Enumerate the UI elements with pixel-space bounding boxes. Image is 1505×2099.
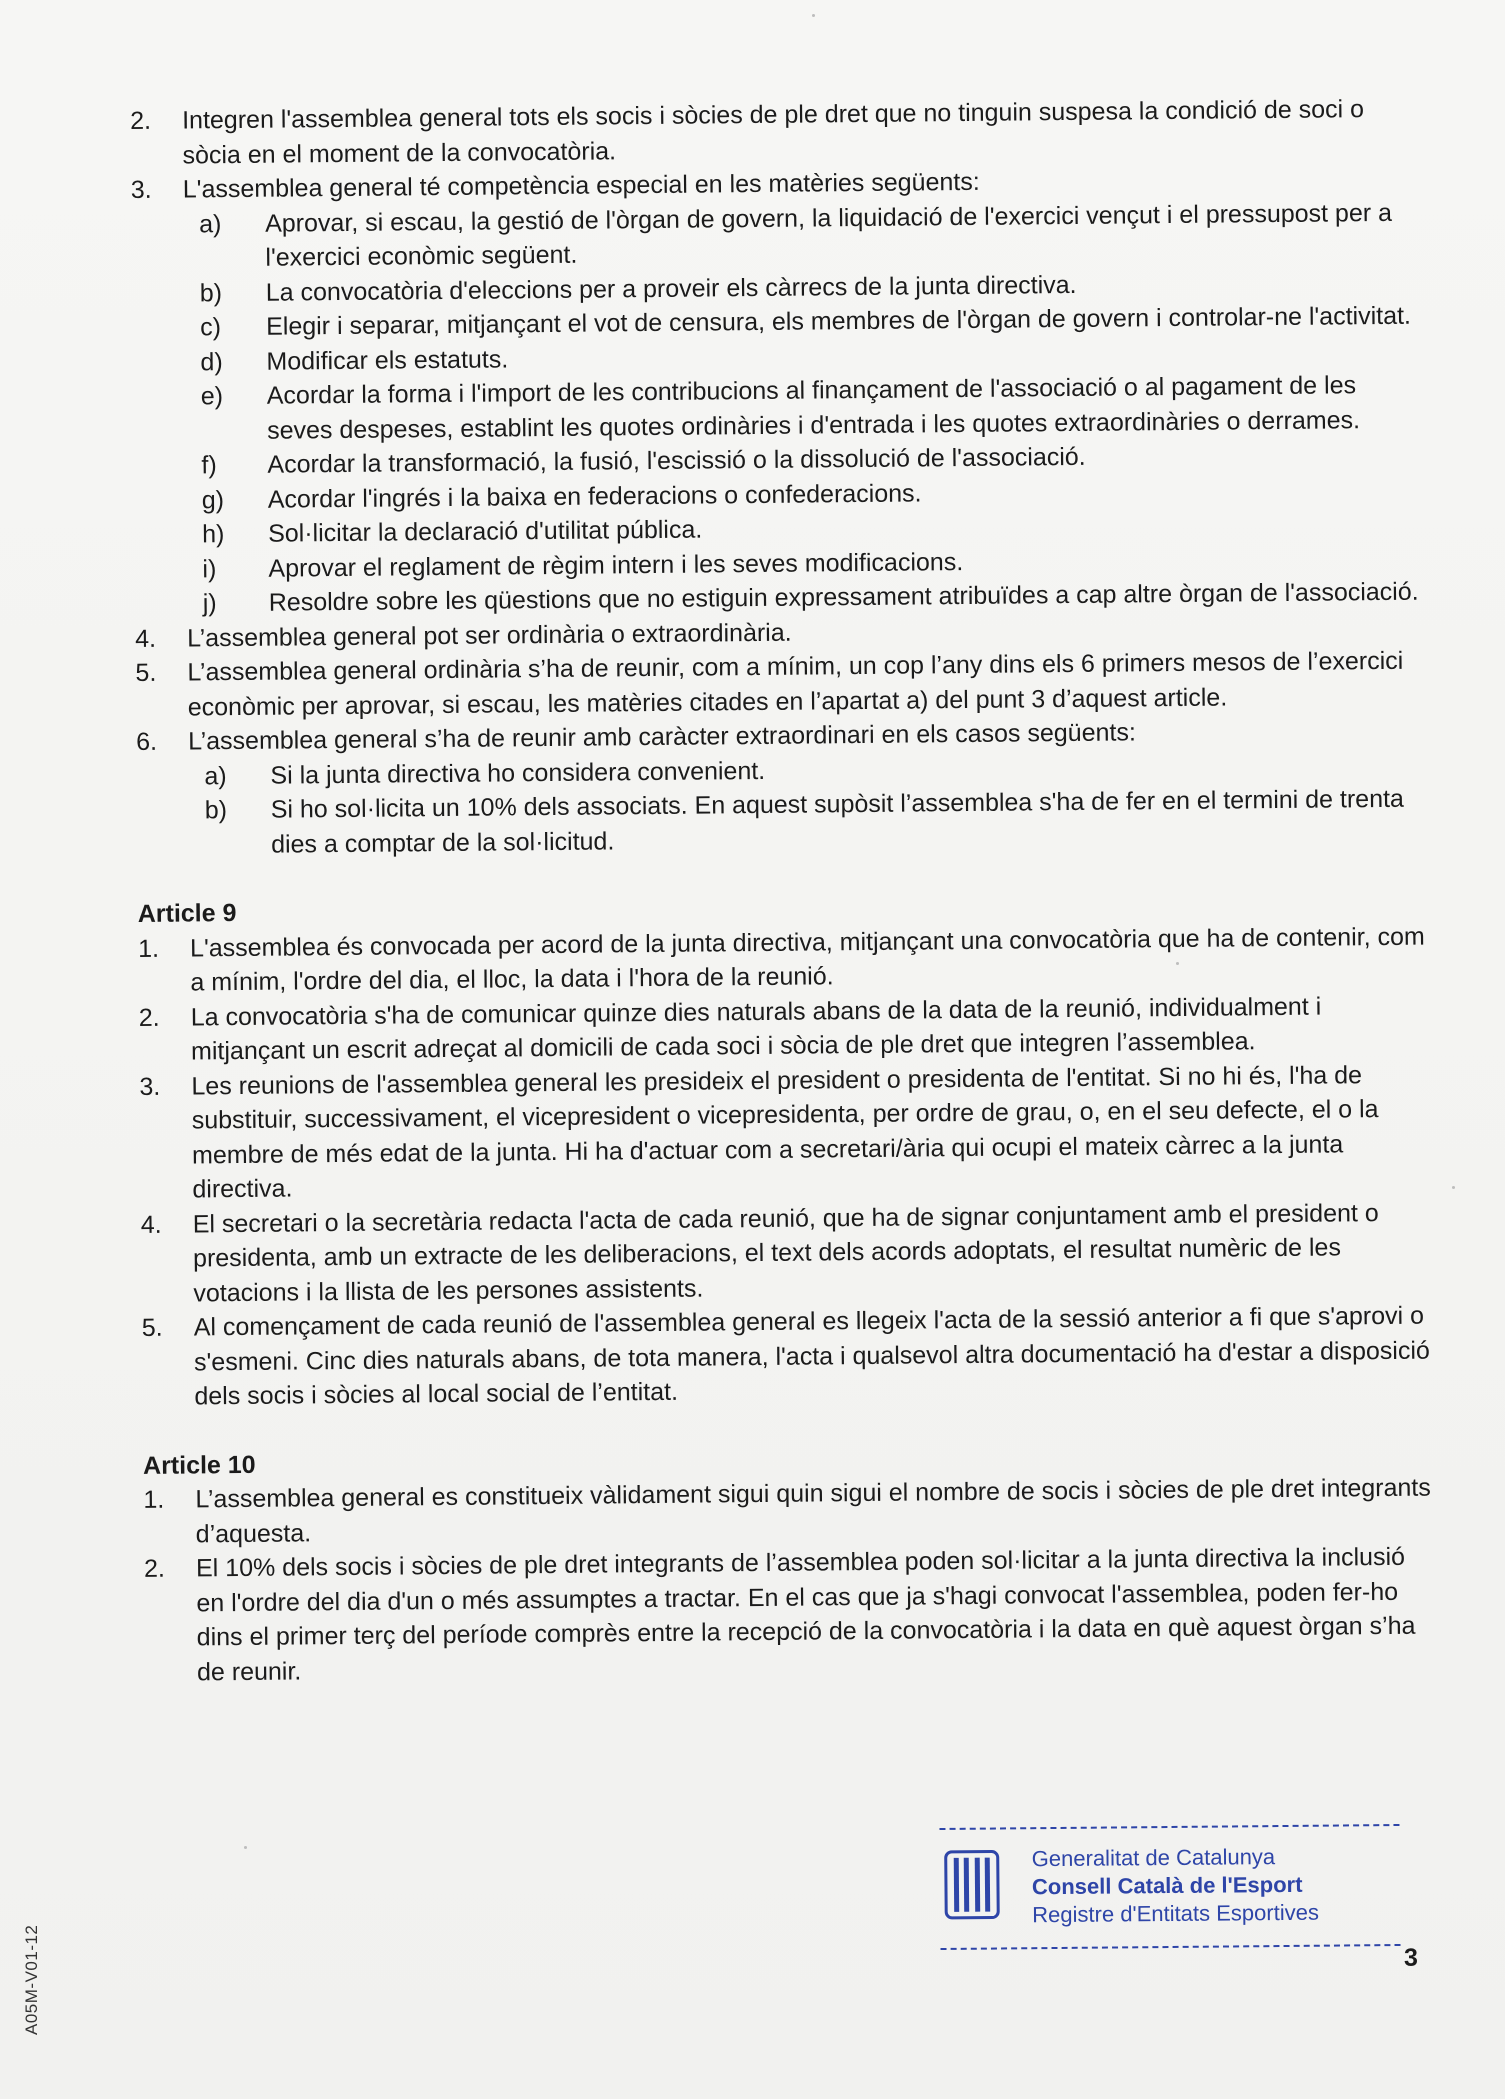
sub-text: La convocatòria d'eleccions per a proveir els càrrecs de la junta directiva. — [265, 270, 1077, 307]
scan-speck — [812, 14, 815, 17]
item-number: 6. — [135, 727, 158, 756]
article-9-heading: Article 9 — [137, 899, 237, 928]
list-item — [130, 92, 1421, 173]
list-item — [138, 919, 1429, 1000]
item-text: L'assemblea general té competència especial en les matèries següents: — [182, 167, 980, 204]
sub-text: Modificar els estatuts. — [266, 344, 509, 376]
stamp-line-2: Consell Català de l'Esport — [1031, 1871, 1303, 1900]
item-number: 1. — [137, 934, 160, 963]
list-item — [142, 1299, 1433, 1415]
item-text: Al començament de cada reunió de l'assemblea general es llegeix l'acta de la sessió anterior a fi que s'aprovi o s'esmeni. Cinc dies naturals abans, de tota manera, l'acta i qualsevol altra documentació ha d'estar a disposició dels socis i sòcies al local social de l’entitat. — [193, 1301, 1430, 1411]
sub-letter: g) — [201, 485, 225, 514]
form-code: A05M-V01-12 — [22, 1924, 41, 2035]
sub-text: Acordar la transformació, la fusió, l'escissió o la dissolució de l'associació. — [267, 442, 1086, 479]
item-number: 4. — [134, 624, 157, 653]
list-item — [143, 1471, 1434, 1552]
sub-letter: e) — [200, 382, 224, 411]
item-number: 2. — [138, 1003, 160, 1032]
sub-letter: j) — [202, 589, 217, 618]
scan-speck — [1176, 962, 1179, 965]
item-number: 5. — [141, 1313, 163, 1342]
sub-text: Si la junta directiva ho considera convenient. — [270, 756, 766, 790]
item-text: El secretari o la secretària redacta l'acta de cada reunió, que ha de signar conjuntament amb el president o presidenta, amb un extracte de les deliberacions, el text dels acords adoptats, el resultat numèric de les votacions i la llista de les persones assistents. — [192, 1198, 1379, 1307]
item-text: L’assemblea general es constitueix vàlidament sigui quin sigui el nombre de socis i sòcies de ple dret integrants d’aquesta. — [195, 1473, 1431, 1548]
list-item — [144, 1540, 1435, 1690]
stamp-bottom-rule — [941, 1944, 1401, 1950]
sub-text: Sol·licitar la declaració d'utilitat pública. — [267, 515, 703, 548]
item-number: 1. — [143, 1485, 165, 1514]
scan-speck — [1452, 1186, 1455, 1189]
sub-letter: b) — [204, 796, 228, 825]
sub-text: Acordar la forma i l'import de les contribucions al finançament de l'associació o al pagament de les seves despeses, establint les quotes ordinàries i d'entrada i les quotes extraordinàries o derrames. — [266, 371, 1361, 445]
item-number: 3. — [130, 175, 152, 204]
stamp-line-3: Registre d'Entitats Esportives — [1032, 1899, 1319, 1928]
sub-letter: b) — [199, 278, 223, 307]
sub-letter: d) — [200, 347, 223, 376]
list-item — [135, 644, 1426, 725]
item-number: 3. — [139, 1072, 161, 1101]
sub-text: Aprovar, si escau, la gestió de l'òrgan de govern, la liquidació de l'exercici vençut i el pressupost per a l'exercici econòmic següent. — [265, 198, 1393, 272]
sub-text: Si ho sol·licita un 10% dels associats. En aquest supòsit l’assemblea s'ha de fer en el termini de trenta dies a comptar de la sol·licitud. — [270, 784, 1405, 859]
item-text: El 10% dels socis i sòcies de ple dret integrants de l’assemblea poden sol·licitar a la junta directiva la inclusió en l'ordre del dia d'un o més assumptes a tractar. En el cas que ja s'hagi convocat l'assemblea, poden fer-ho dins el primer terç del període comprès entre la recepció de la convocatòria i la data en què aquest òrgan s’ha de reunir. — [195, 1542, 1416, 1686]
item-number: 2. — [130, 106, 152, 135]
sub-letter: c) — [200, 313, 222, 342]
sub-letter: a) — [204, 761, 227, 790]
generalitat-emblem-icon — [944, 1849, 1001, 1919]
item-text: L'assemblea és convocada per acord de la junta directiva, mitjançant una convocatòria que ha de contenir, com a mínim, l'ordre del dia, el lloc, la data i l'hora de la reunió. — [189, 922, 1425, 997]
sub-letter: f) — [201, 451, 217, 480]
sub-letter: a) — [199, 209, 222, 238]
registry-stamp — [939, 1824, 1400, 1952]
stamp-line-1: Generalitat de Catalunya — [1031, 1844, 1276, 1872]
item-text: L’assemblea general ordinària s’ha de reunir, com a mínim, un cop l’any dins els 6 primers mesos de l’exercici econòmic per aprovar, si escau, les matèries citades en l’apartat a) del punt 3 d’aquest article. — [187, 646, 1404, 721]
item-text: Integren l'assemblea general tots els socis i sòcies de ple dret que no tinguin suspesa la condició de soci o sòcia en el moment de la convocatòria. — [182, 95, 1365, 169]
sub-text: Acordar l'ingrés i la baixa en federacions o confederacions. — [267, 478, 922, 514]
item-text: La convocatòria s'ha de comunicar quinze dies naturals abans de la data de la reunió, individualment i mitjançant un escrit adreçat al domicili de cada soci i sòcia de ple dret que integren l’assemblea. — [190, 992, 1322, 1066]
sub-item — [131, 195, 1422, 276]
item-number: 2. — [143, 1554, 166, 1583]
list-item — [139, 988, 1430, 1069]
item-text: Les reunions de l'assemblea general les presideix el president o presidenta de l'entitat. Si no hi és, l'ha de substituir, successivament, el vicepresident o vicepresidenta, per ordre de grau, o, en el seu defecte, el o la membre de més edat de la junta. Hi ha d'actuar com a secretari/ària qui ocupi el mateix càrrec a la junta directiva. — [191, 1060, 1379, 1204]
item-number: 5. — [135, 658, 157, 687]
item-text: L’assemblea general pot ser ordinària o extraordinària. — [186, 618, 792, 652]
statute-text — [130, 92, 1435, 1690]
list-item — [139, 1057, 1430, 1207]
sub-text: Resoldre sobre les qüestions que no estiguin expressament atribuïdes a cap altre òrgan de l'associació. — [268, 577, 1419, 617]
sub-letter: i) — [202, 554, 217, 583]
sub-letter: h) — [201, 520, 225, 549]
item-number: 4. — [140, 1210, 162, 1239]
stamp-text — [1032, 1843, 1319, 1929]
sub-item — [137, 782, 1428, 863]
page-number: 3 — [1404, 1944, 1418, 1972]
sub-text: Elegir i separar, mitjançant el vot de censura, els membres de l'òrgan de govern i controlar-ne l'activitat. — [266, 301, 1412, 341]
item-text: L’assemblea general s’ha de reunir amb caràcter extraordinari en els casos següents: — [187, 718, 1136, 756]
sub-item — [133, 368, 1424, 449]
scan-speck — [244, 1846, 247, 1849]
stamp-top-rule — [939, 1824, 1399, 1830]
sub-text: Aprovar el reglament de règim intern i les seves modificacions. — [268, 547, 964, 583]
list-item — [141, 1195, 1432, 1311]
article-10-heading: Article 10 — [142, 1450, 256, 1480]
